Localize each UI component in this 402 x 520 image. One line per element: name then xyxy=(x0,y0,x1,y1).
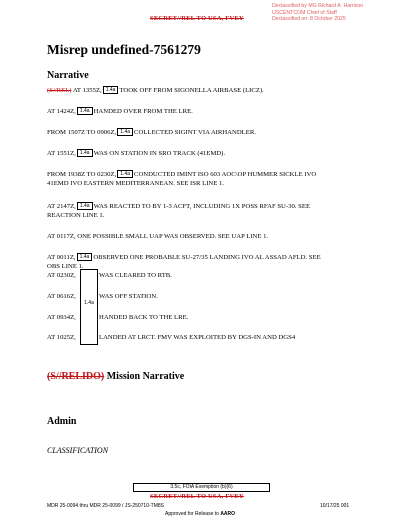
declass-line-1: Declassified by MG Richard A. Harrison xyxy=(272,3,364,9)
admin-heading: Admin xyxy=(47,416,77,427)
classification-label: CLASSIFICATION xyxy=(47,446,109,455)
grouped-redaction-box: 1.4a xyxy=(80,269,98,345)
redaction-box: 1.4a xyxy=(103,86,119,94)
foia-exemption-box: 3.5c, FOIA Exemption (b)(6) xyxy=(133,483,270,492)
redaction-box: 1.4a xyxy=(77,107,93,115)
declass-line-3: Declassified on: 8 October 2025 xyxy=(272,16,346,23)
approval-recipient: AARO xyxy=(220,511,236,517)
narrative-line-7: AT 0117Z, ONE POSSIBLE SMALL UAP WAS OBSERVED. SEE UAP LINE 1. xyxy=(47,233,269,240)
narrative-line-2: AT 1424Z, 1.4a HANDED OVER FROM THE LRE. xyxy=(47,108,193,115)
narrative-heading: Narrative xyxy=(47,70,89,81)
redaction-box: 1.4a xyxy=(77,149,93,157)
bottom-classification-banner: SECRET//REL TO USA, FVEY xyxy=(150,493,244,500)
mdr-reference: MDR 25-0094 thru MDR 25-0099 / JS-250710-TM8S xyxy=(47,503,164,509)
grouped-line-3: AT 0934Z, xyxy=(47,314,76,321)
approval-line: Approved for Release to AARO xyxy=(165,511,236,517)
narrative-line-5: FROM 1938Z TO 0230Z, 1.4a CONDUCTED IMINT ISO 603 AOC\OP HUMMER SICKLE IVO 41EMD IVO EASTERN MEDITERRANEAN. SEE ISR LINE 1. xyxy=(47,171,317,187)
redaction-box: 1.4a xyxy=(117,170,133,178)
declassification-stamp xyxy=(272,3,363,23)
narrative-line-4: AT 1551Z, 1.4a WAS ON STATION IN SRO TRACK (41EMD). xyxy=(47,150,226,157)
mission-narrative-heading: (S//RELIDO) Mission Narrative xyxy=(47,371,185,382)
grouped-line-3-text: HANDED BACK TO THE LRE. xyxy=(99,314,189,321)
narrative-line-6: AT 2147Z, 1.4a WAS REACTED TO BY 1-3 ACFT, INCLUDING 1X POSS RFAF SU-30. SEE REACTION LINE 1. xyxy=(47,203,311,219)
page-title: Misrep undefined-7561279 xyxy=(47,42,201,57)
grouped-line-4: AT 1025Z, xyxy=(47,334,76,341)
classification-marking: (S//REL) xyxy=(47,87,72,94)
grouped-line-1: AT 0230Z, xyxy=(47,272,76,279)
date-reference: 10/17/25 001 xyxy=(320,503,350,509)
grouped-line-2-text: WAS OFF STATION. xyxy=(99,293,158,300)
narrative-line-1: (S//REL) AT 1355Z, 1.4a TOOK OFF FROM SIGONELLA AIRBASE (LICZ). xyxy=(47,87,264,94)
declass-line-2: USCENTCOM Chief of Staff xyxy=(272,9,337,16)
redaction-box: 1.4a xyxy=(117,128,133,136)
top-classification-banner: SECRET//REL TO USA, FVEY xyxy=(150,15,244,22)
redaction-box: 1.4a xyxy=(77,253,93,261)
grouped-line-2: AT 0616Z, xyxy=(47,293,76,300)
redaction-box: 1.4a xyxy=(77,202,93,210)
classification-marking: (S//RELIDO) xyxy=(47,371,105,382)
grouped-line-4-text: LANDED AT LRCT. FMV WAS EXPLOITED BY DGS-IN AND DGS4 xyxy=(99,334,296,341)
grouped-line-1-text: WAS CLEARED TO RTB. xyxy=(99,272,172,279)
narrative-line-3: FROM 1507Z TO 0906Z, 1.4a COLLECTED SIGINT VIA AIRHANDLER. xyxy=(47,129,256,136)
narrative-line-8: AT 0011Z, 1.4a OBSERVED ONE PROBABLE SU-27/35 LANDING IVO AL ASSAD AFLD. SEE OBS LINE 1. xyxy=(47,254,321,270)
